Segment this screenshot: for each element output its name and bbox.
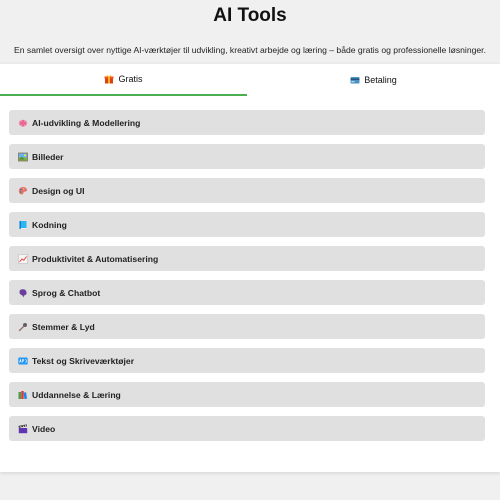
category-label: Uddannelse & Læring <box>32 389 121 400</box>
abc-input-icon <box>18 356 28 366</box>
category-ai-udvikling[interactable] <box>9 110 485 135</box>
category-label: AI-udvikling & Modellering <box>32 117 141 128</box>
picture-icon <box>18 152 28 162</box>
tab-betaling[interactable] <box>247 64 500 96</box>
category-video[interactable] <box>9 416 485 441</box>
page-subtitle: En samlet oversigt over nyttige AI-værktøjer til udvikling, kreativt arbejde og læring – både gratis og professionelle løsninger. <box>14 45 486 55</box>
category-kodning[interactable] <box>9 212 485 237</box>
category-billeder[interactable] <box>9 144 485 169</box>
tab-label: Betaling <box>364 75 397 85</box>
credit-card-icon <box>350 75 360 85</box>
clapper-icon <box>18 424 28 434</box>
tab-bar <box>0 64 500 96</box>
tools-card <box>0 64 500 472</box>
tab-label: Gratis <box>118 74 143 84</box>
tab-gratis[interactable] <box>0 64 247 96</box>
category-label: Kodning <box>32 219 67 230</box>
category-produktivitet[interactable] <box>9 246 485 271</box>
category-label: Stemmer & Lyd <box>32 321 95 332</box>
page-title: AI Tools <box>213 5 287 26</box>
category-label: Billeder <box>32 151 64 162</box>
category-uddannelse-laering[interactable] <box>9 382 485 407</box>
books-icon <box>18 390 28 400</box>
gift-icon <box>104 74 114 84</box>
palette-icon <box>18 186 28 196</box>
category-label: Sprog & Chatbot <box>32 287 101 298</box>
category-tekst-skrivevaerktoejer[interactable] <box>9 348 485 373</box>
category-label: Design og UI <box>32 185 85 196</box>
category-label: Video <box>32 423 56 434</box>
category-design-og-ui[interactable] <box>9 178 485 203</box>
category-list <box>9 110 485 450</box>
category-sprog-chatbot[interactable] <box>9 280 485 305</box>
category-stemmer-lyd[interactable] <box>9 314 485 339</box>
brain-icon <box>18 118 28 128</box>
book-icon <box>18 220 28 230</box>
microphone-icon <box>18 322 28 332</box>
speech-icon <box>18 288 28 298</box>
category-label: Tekst og Skriveværktøjer <box>32 355 135 366</box>
category-label: Produktivitet & Automatisering <box>32 253 159 264</box>
chart-icon <box>18 254 28 264</box>
